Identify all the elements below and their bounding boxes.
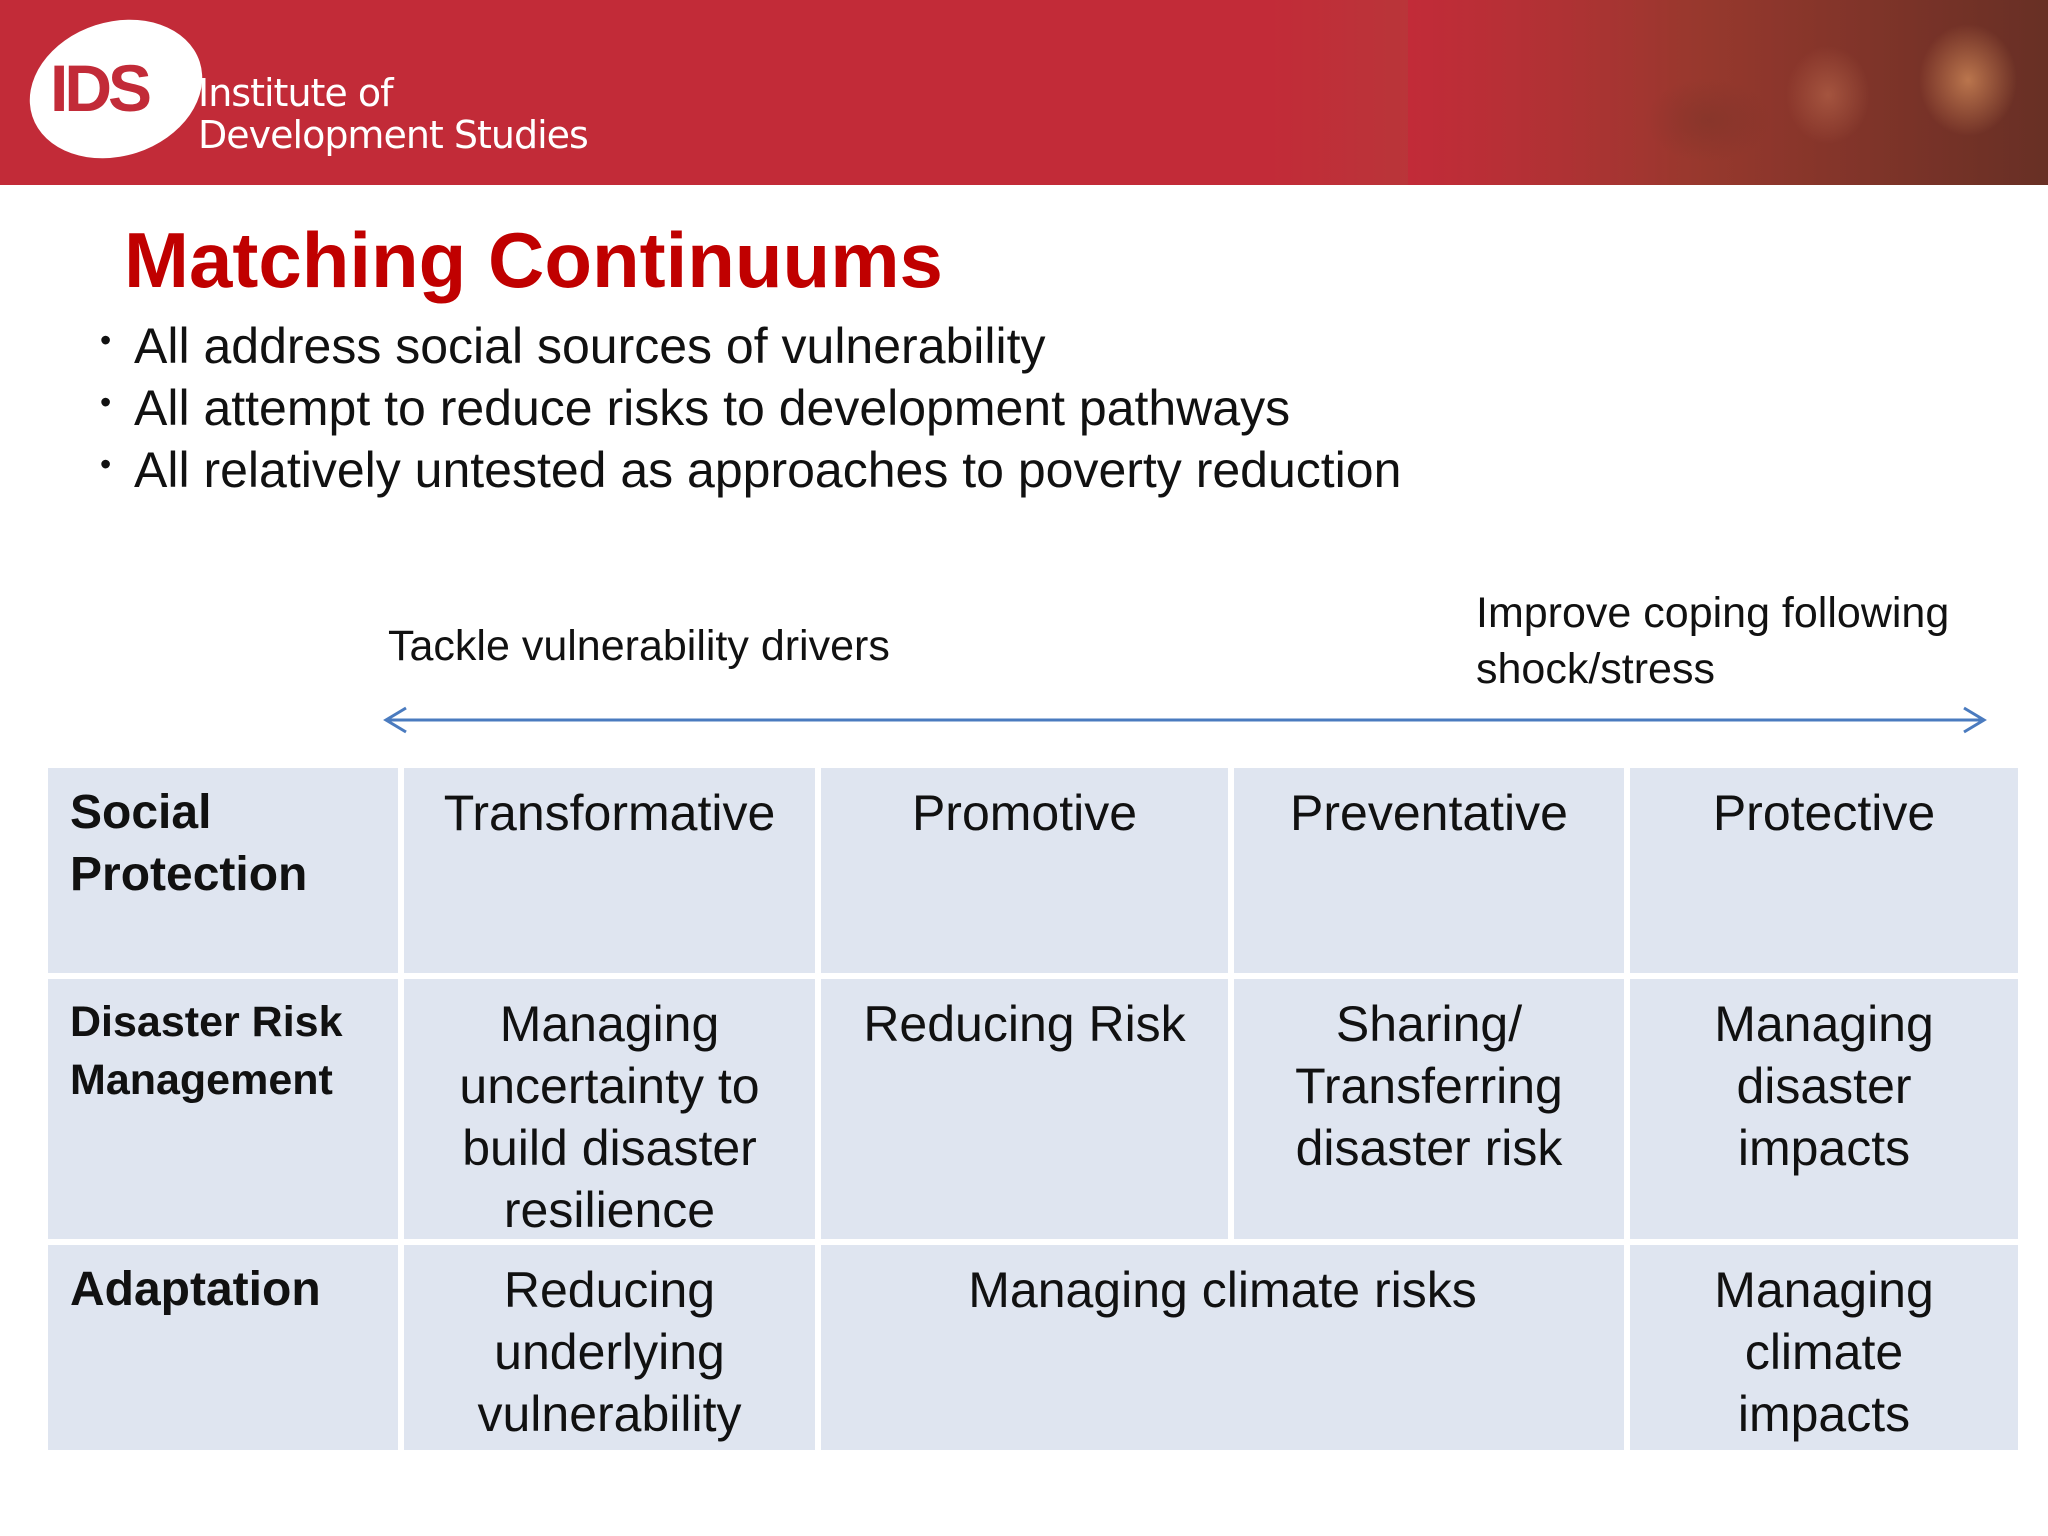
header-banner (0, 0, 2048, 185)
table-cell: Managing climate impacts (1630, 1245, 2018, 1450)
table-cell-merged: Managing climate risks (821, 1245, 1624, 1450)
table-cell: Sharing/ Transferring disaster risk (1234, 979, 1624, 1239)
table-cell: Preventative (1234, 768, 1624, 973)
axis-label-left: Tackle vulnerability drivers (388, 622, 890, 670)
table-cell: Promotive (821, 768, 1228, 973)
bullet-list (100, 315, 1401, 501)
institute-name-line1: Institute of (198, 71, 393, 115)
continuum-table (48, 768, 2000, 1450)
bullet-item: • All relatively untested as approaches to poverty reduction (100, 439, 1401, 501)
table-cell: Managing disaster impacts (1630, 979, 2018, 1239)
bullet-item: • All address social sources of vulnerability (100, 315, 1401, 377)
bullet-item: • All attempt to reduce risks to development pathways (100, 377, 1401, 439)
ids-logo-mark: IDS (50, 51, 149, 125)
table-cell: Transformative (404, 768, 815, 973)
table-cell: Managing uncertainty to build disaster resilience (404, 979, 815, 1239)
bullet-icon: • (100, 322, 112, 358)
row-header-adaptation: Adaptation (48, 1245, 398, 1450)
institute-name (198, 72, 588, 156)
table-cell: Reducing underlying vulnerability (404, 1245, 815, 1450)
row-header-disaster-risk-management: Disaster Risk Management (48, 979, 398, 1239)
institute-name-line2: Development Studies (198, 113, 588, 157)
bullet-icon: • (100, 384, 112, 420)
slide-title: Matching Continuums (124, 216, 943, 304)
axis-label-right: Improve coping following shock/stress (1476, 589, 1950, 693)
header-photo (1408, 0, 2048, 185)
double-arrow-icon (380, 700, 1990, 740)
table-cell: Reducing Risk (821, 979, 1228, 1239)
bullet-icon: • (100, 446, 112, 482)
table-cell: Protective (1630, 768, 2018, 973)
row-header-social-protection: Social Protection (48, 768, 398, 973)
